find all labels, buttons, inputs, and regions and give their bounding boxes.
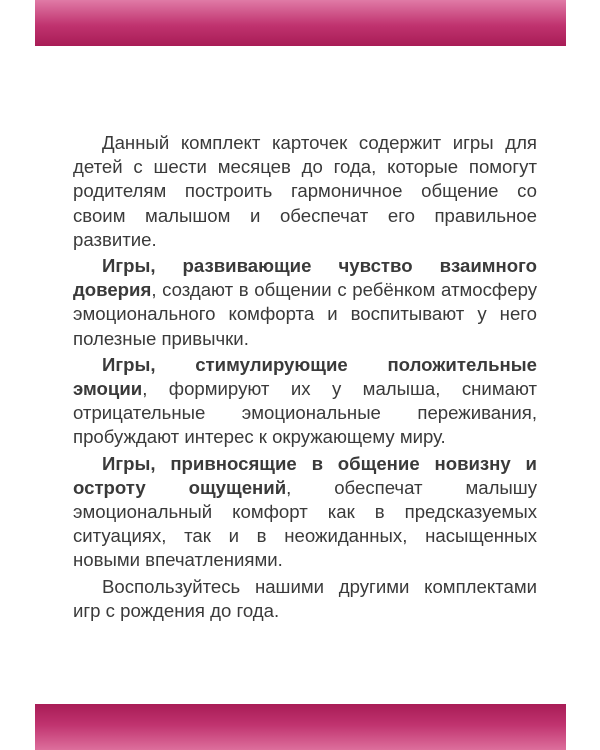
card-text-block [73,131,537,623]
paragraph-bold-lead: Игры, привносящие в общение новизну и остроту ощущений [73,452,537,498]
bottom-decorative-band [35,704,566,750]
novelty-games-paragraph [73,452,537,573]
closing-paragraph [73,575,537,623]
positive-emotions-paragraph [73,353,537,450]
paragraph-text: , формируют их у малыша, снимают отрицательные эмоциональные переживания, пробуждают интерес к окружающему миру. [73,378,537,448]
paragraph-text: Данный комплект карточек содержит игры для детей с шести месяцев до года, которые помогут родителям построить гармоничное общение со своим малышом и обеспечат его правильное развитие. [73,132,537,250]
paragraph-text: , обеспечат малышу эмоциональный комфорт как в предсказуемых ситуациях, так и в неожиданных, насыщенных новыми впечатлениями. [73,476,537,571]
top-decorative-band [35,0,566,46]
paragraph-text: , создают в общении с ребёнком атмосферу эмоционального комфорта и воспитывают у него полезные привычки. [73,279,537,349]
paragraph-bold-lead: Игры, развивающие чувство взаимного доверия [73,255,537,301]
trust-games-paragraph [73,254,537,351]
paragraph-bold-lead: Игры, стимулирующие положительные эмоции [73,353,537,400]
intro-paragraph [73,131,537,252]
card-page [35,0,566,750]
paragraph-text: Воспользуйтесь нашими другими комплектами игр с рождения до года. [73,575,537,621]
